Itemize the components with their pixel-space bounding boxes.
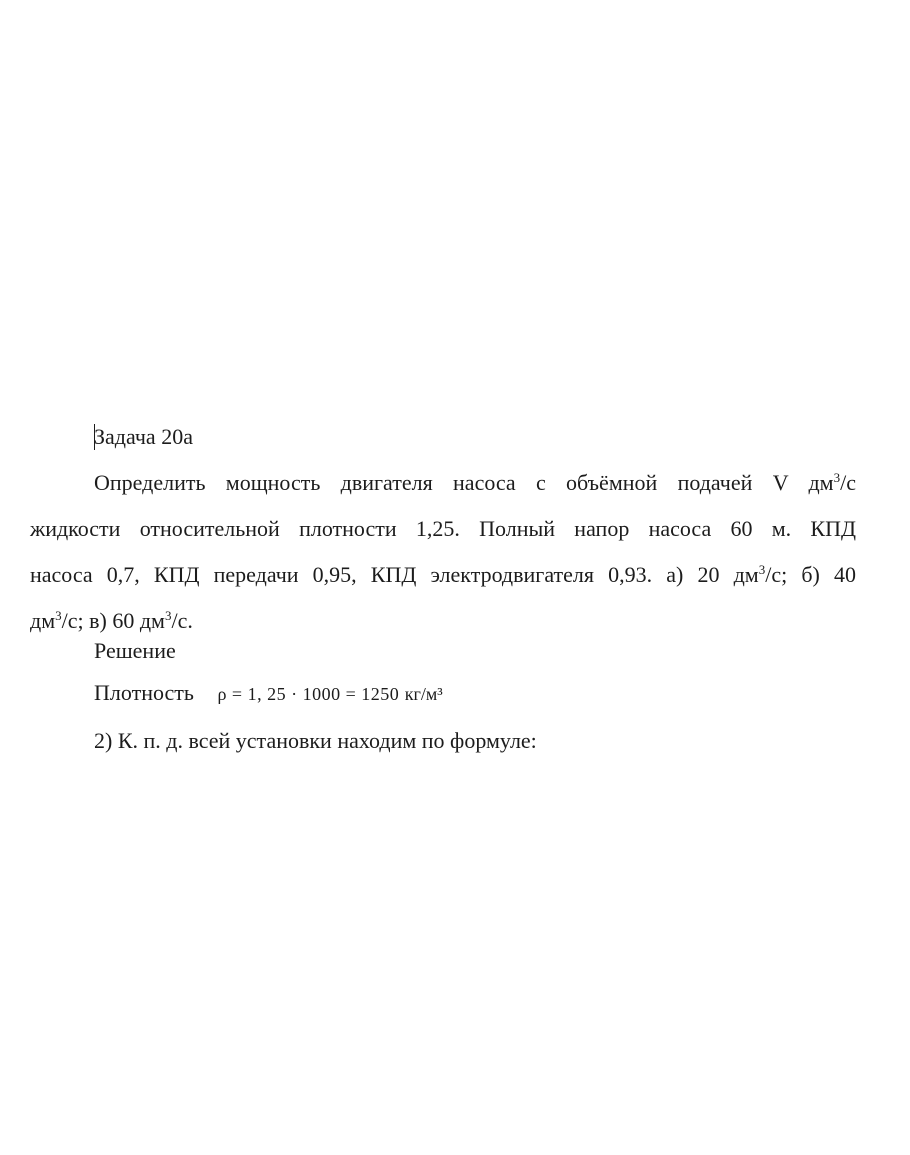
task-title: Задача 20а [94, 424, 193, 449]
superscript: 3 [833, 470, 841, 485]
density-label: Плотность [94, 680, 194, 705]
problem-line-1 [30, 460, 856, 506]
problem-line-3 [30, 552, 856, 598]
solution-step-2: 2) К. п. д. всей установки находим по формуле: [94, 728, 537, 753]
problem-statement [30, 460, 856, 644]
problem-text: насоса 0,7, КПД передачи 0,95, КПД электродвигателя 0,93. а) 20 дм [30, 562, 759, 587]
superscript: 3 [758, 562, 766, 577]
density-line [94, 676, 443, 711]
problem-text: /с; б) 40 [765, 562, 857, 587]
problem-line-2: жидкости относительной плотности 1,25. Полный напор насоса 60 м. КПД [30, 516, 856, 541]
problem-text: /с; в) 60 дм [61, 608, 165, 633]
superscript: 3 [164, 608, 172, 623]
problem-text: /с. [171, 608, 193, 633]
solution-heading: Решение [94, 638, 176, 663]
problem-text: Определить мощность двигателя насоса с объёмной подачей V дм [94, 470, 834, 495]
density-formula: ρ = 1, 25 · 1000 = 1250 [217, 684, 400, 704]
problem-text: /с [840, 470, 856, 495]
problem-text: дм [30, 608, 56, 633]
superscript: 3 [55, 608, 62, 623]
density-unit: кг/м³ [404, 684, 443, 704]
